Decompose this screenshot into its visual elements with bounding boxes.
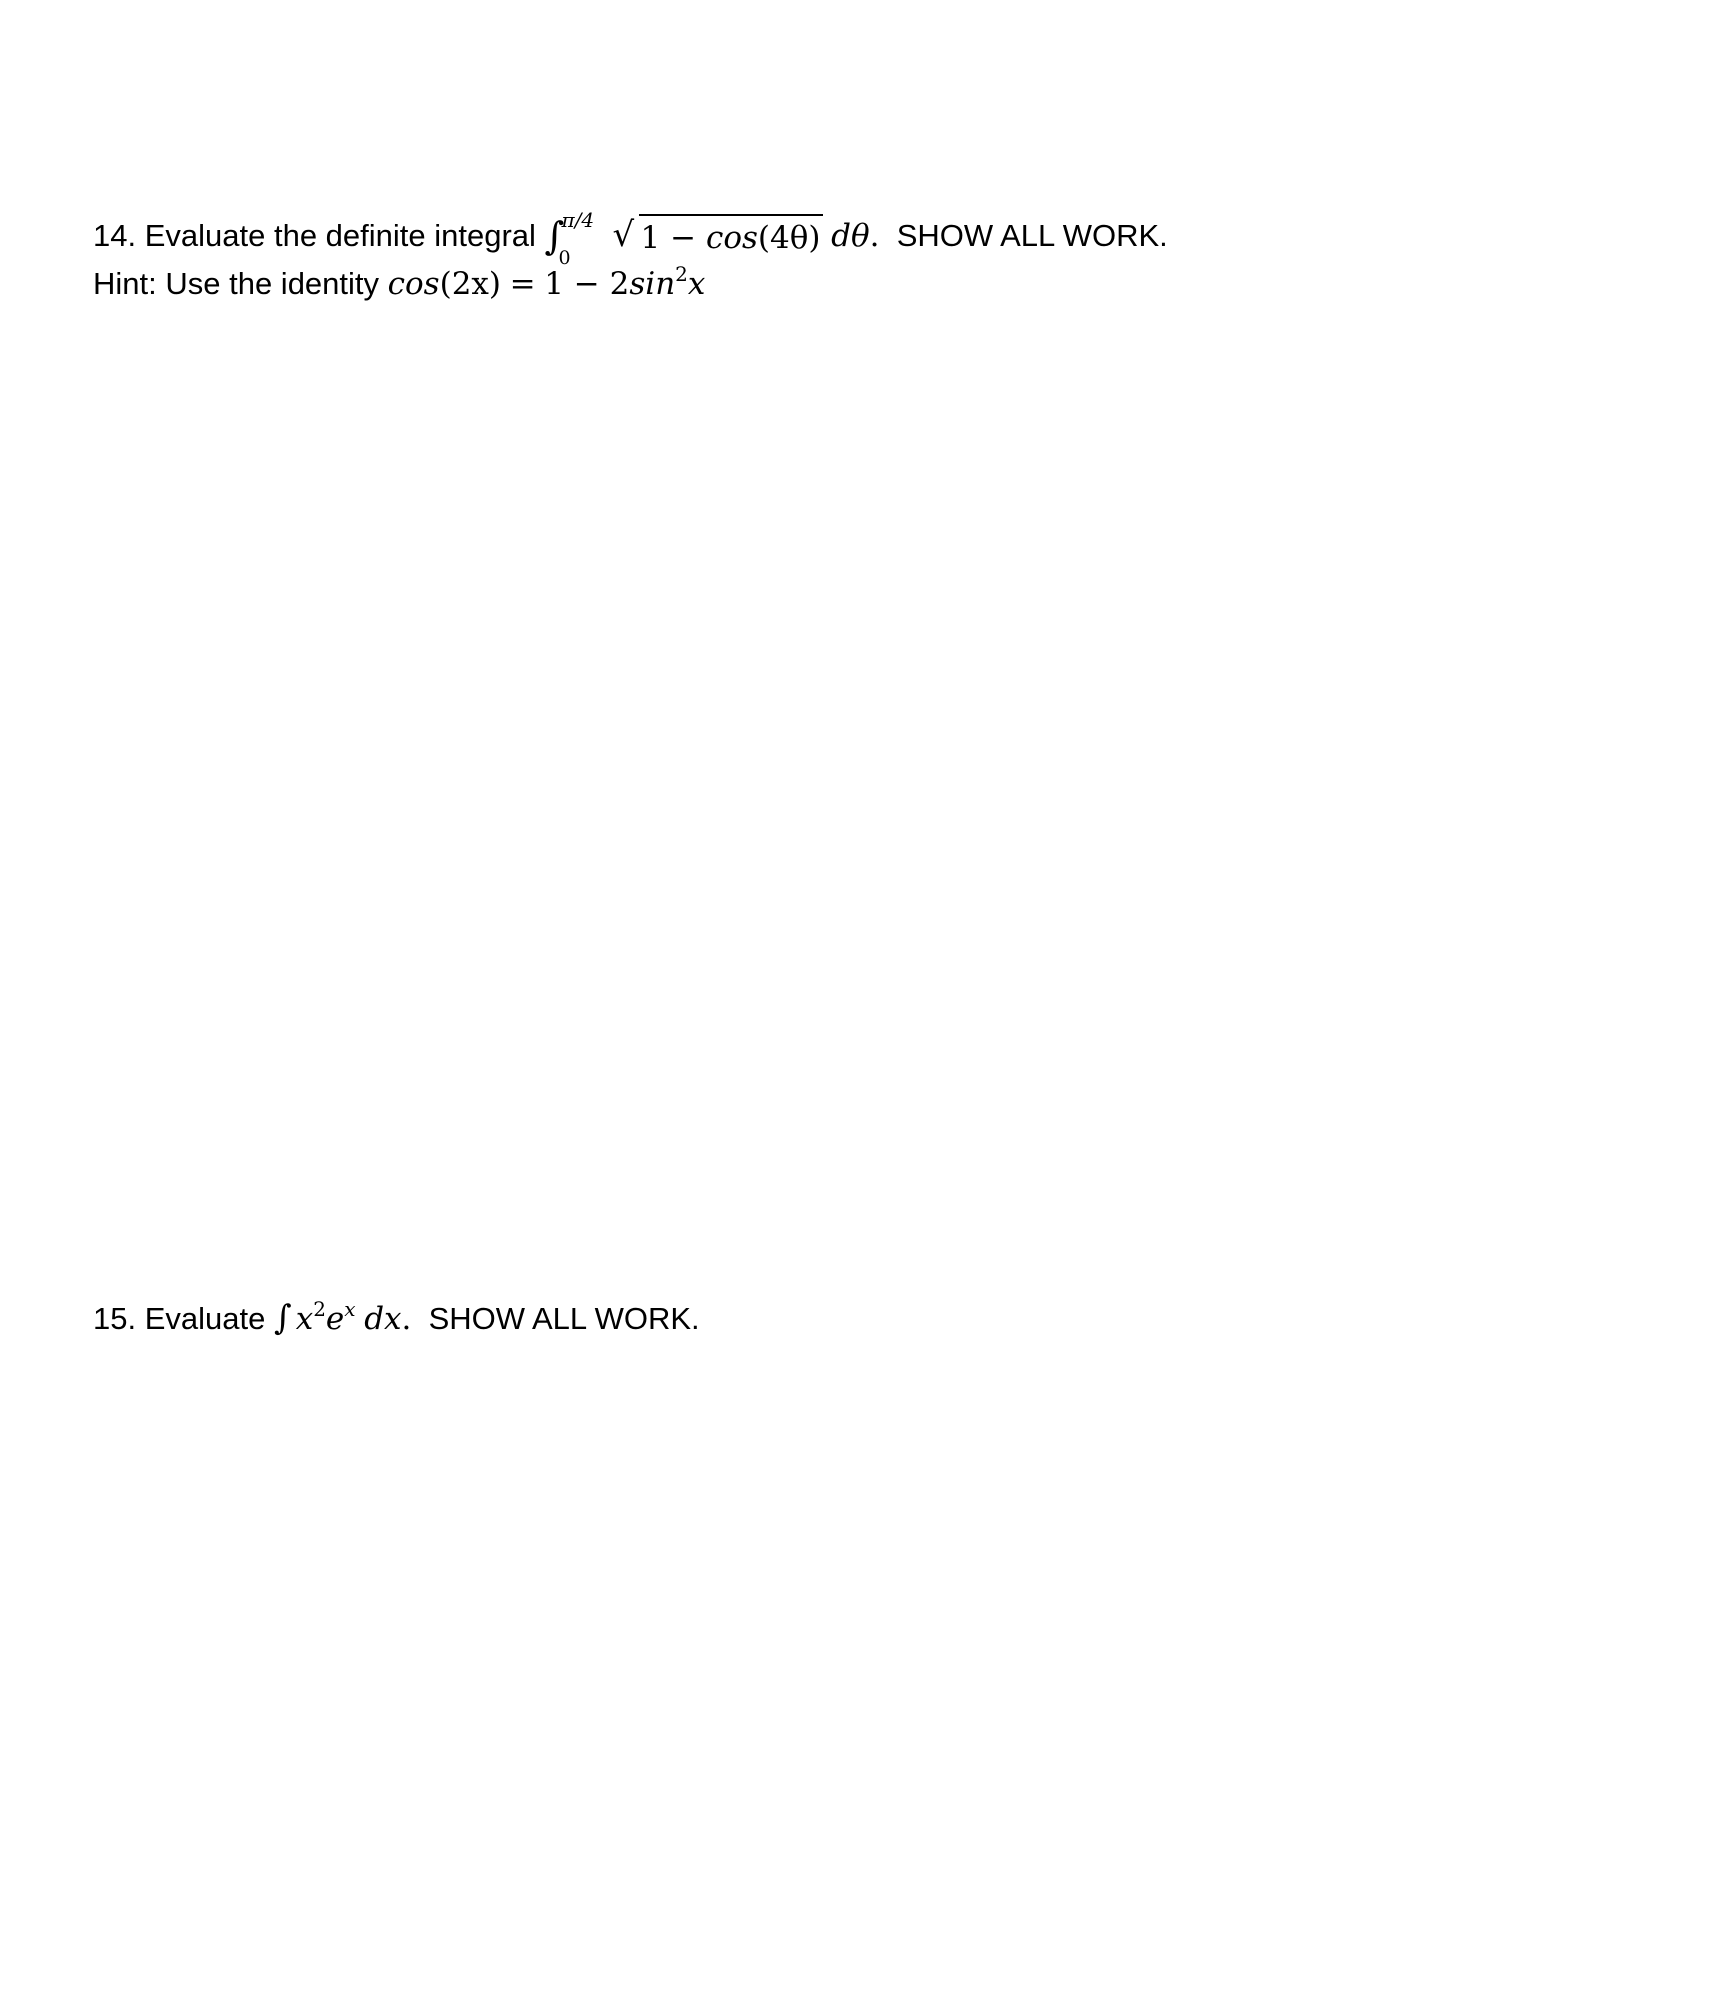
term-e-exponent: x bbox=[344, 1297, 356, 1321]
question-15-prefix: 15. Evaluate bbox=[93, 1301, 266, 1336]
radicand-minus: − bbox=[670, 220, 697, 256]
question-14-hint bbox=[93, 260, 1168, 308]
differential-dtheta: dθ bbox=[831, 218, 870, 254]
radicand bbox=[639, 214, 823, 260]
term-x: x bbox=[295, 1301, 314, 1337]
integral-lower-limit: 0 bbox=[558, 247, 571, 269]
hint-cos-argument: (2x) bbox=[439, 266, 501, 302]
radicand-cos: cos bbox=[705, 220, 758, 256]
indefinite-integral-sign: ∫ bbox=[273, 1298, 292, 1338]
question-14-statement bbox=[93, 208, 1168, 269]
show-work-instruction: SHOW ALL WORK. bbox=[428, 1301, 700, 1336]
hint-rhs-start: 1 − 2 bbox=[544, 266, 630, 302]
hint-cos: cos bbox=[387, 266, 440, 302]
differential-dx: dx bbox=[364, 1301, 402, 1337]
integral-sign: ∫ bbox=[544, 214, 565, 258]
term-x-exponent: 2 bbox=[313, 1297, 326, 1321]
term-e: e bbox=[325, 1301, 345, 1337]
radicand-argument: (4θ) bbox=[757, 220, 821, 256]
question-14-prefix: 14. Evaluate the definite integral bbox=[93, 218, 536, 253]
definite-integral bbox=[544, 208, 595, 269]
statement-period: . bbox=[869, 218, 880, 254]
square-root bbox=[613, 212, 823, 262]
integral-upper-limit: π/4 bbox=[561, 208, 595, 232]
hint-sin-exponent: 2 bbox=[675, 262, 688, 286]
radical-sign: √ bbox=[612, 215, 635, 255]
question-15-statement bbox=[93, 1294, 700, 1342]
hint-sin: sin bbox=[629, 266, 676, 302]
question-15 bbox=[93, 1294, 700, 1342]
show-work-instruction: SHOW ALL WORK. bbox=[896, 218, 1168, 253]
hint-variable: x bbox=[687, 266, 706, 302]
hint-prefix: Hint: Use the identity bbox=[93, 266, 380, 301]
question-14 bbox=[93, 208, 1168, 308]
radicand-one: 1 bbox=[640, 220, 661, 256]
hint-equals: = bbox=[509, 266, 536, 302]
statement-period: . bbox=[401, 1301, 412, 1337]
